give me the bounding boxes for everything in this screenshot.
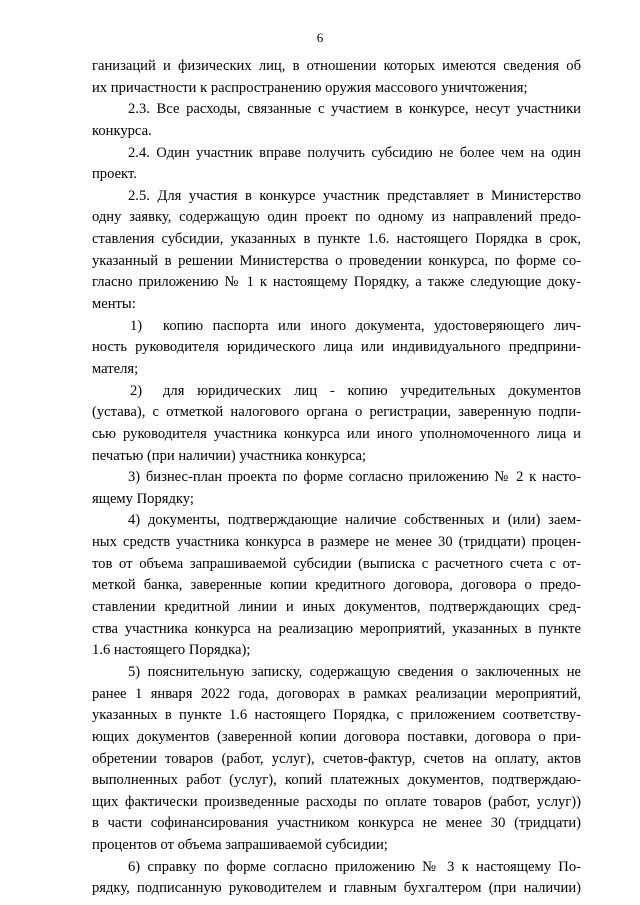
text-line: меткой банка, заверенные копии кредитного договора, договора о предо- [92,577,581,594]
text-line: одну заявку, содержащую один проект по одному из направлений предо- [92,209,581,226]
text-line: ющих документов (заверенной копии договора поставки, договора о при- [92,728,581,745]
text-line: обретении товаров (работ, услуг), счетов-фактур, счетов на оплату, актов [92,750,581,767]
text-line: процентов от объема запрашиваемой субсидии; [92,837,388,854]
page-number: 6 [316,30,324,45]
text-line: их причастности к распространению оружия массового уничтожения; [92,79,528,96]
document-body [92,56,581,900]
text-line: ства участника конкурса на реализацию мероприятий, указанных в пункте [92,620,581,637]
text-line: конкурса. [92,122,152,139]
text-line: мателя; [92,360,139,377]
list-item-1-line [92,316,581,338]
list-item-4-line: 4) документы, подтверждающие наличие собственных и (или) заем- [128,512,581,529]
text-line: гласно приложению № 1 к настоящему Порядку, а также следующие доку- [92,274,581,291]
text-line: ность руководителя юридического лица или индивидуального предприни- [92,339,581,356]
paragraph-2-5-line: 2.5. Для участия в конкурсе участник представляет в Министерство [128,187,581,204]
list-item-5-line: 5) пояснительную записку, содержащую сведения о заключенных не [128,663,581,680]
text-line: ставления субсидии, указанных в пункте 1.6. настоящего Порядка в срок, [92,231,581,248]
text-line: ящему Порядку; [92,490,194,507]
text-line: менты: [92,296,136,313]
list-text: копию паспорта или иного документа, удостоверяющего лич- [163,317,581,334]
text-line: ганизаций и физических лиц, в отношении которых имеются сведения об [92,58,581,74]
text-line: указанных в пункте 1.6 настоящего Порядка, с приложением соответству- [92,707,581,724]
text-line: рядку, подписанную руководителем и главным бухгалтером (при наличии) [92,880,581,897]
paragraph-2-3-line: 2.3. Все расходы, связанные с участием в конкурсе, несут участники [128,101,581,118]
text-line: ставлении кредитной линии и иных документов, подтверждающих сред- [92,599,581,616]
text-line: (устава), с отметкой налогового органа о регистрации, заверенную подпи- [92,404,581,421]
text-line: щих фактически произведенные расходы по оплате товаров (работ, услуг)) [92,793,581,810]
text-line: 1.6 настоящего Порядка); [92,642,251,659]
list-number: 2) [130,382,143,399]
list-item-3-line: 3) бизнес-план проекта по форме согласно приложению № 2 к насто- [128,469,581,486]
text-line: выполненных работ (услуг), копий платежных документов, подтверждаю- [92,772,581,789]
list-number: 1) [130,317,143,334]
paragraph-2-4-line: 2.4. Один участник вправе получить субсидию не более чем на один [128,144,581,161]
text-line: тов от объема запрашиваемой субсидии (выписка с расчетного счета с от- [92,555,581,572]
text-line: ранее 1 января 2022 года, договорах в рамках реализации мероприятий, [92,685,581,702]
list-item-6-line: 6) справку по форме согласно приложению № 3 к настоящему По- [128,858,581,875]
text-line: сью руководителя участника конкурса или иного уполномоченного лица и [92,425,581,442]
text-line: проект. [92,166,137,183]
text-line: в части софинансирования участником конкурса не менее 30 (тридцати) [92,815,581,832]
text-line: ных средств участника конкурса в размере не менее 30 (тридцати) процен- [92,534,581,551]
list-item-2-line [92,381,581,403]
list-text: для юридических лиц - копию учредительных документов [163,382,581,399]
text-line: печатью (при наличии) участника конкурса; [92,447,367,464]
text-line: указанный в решении Министерства о проведении конкурса, по форме со- [92,252,581,269]
